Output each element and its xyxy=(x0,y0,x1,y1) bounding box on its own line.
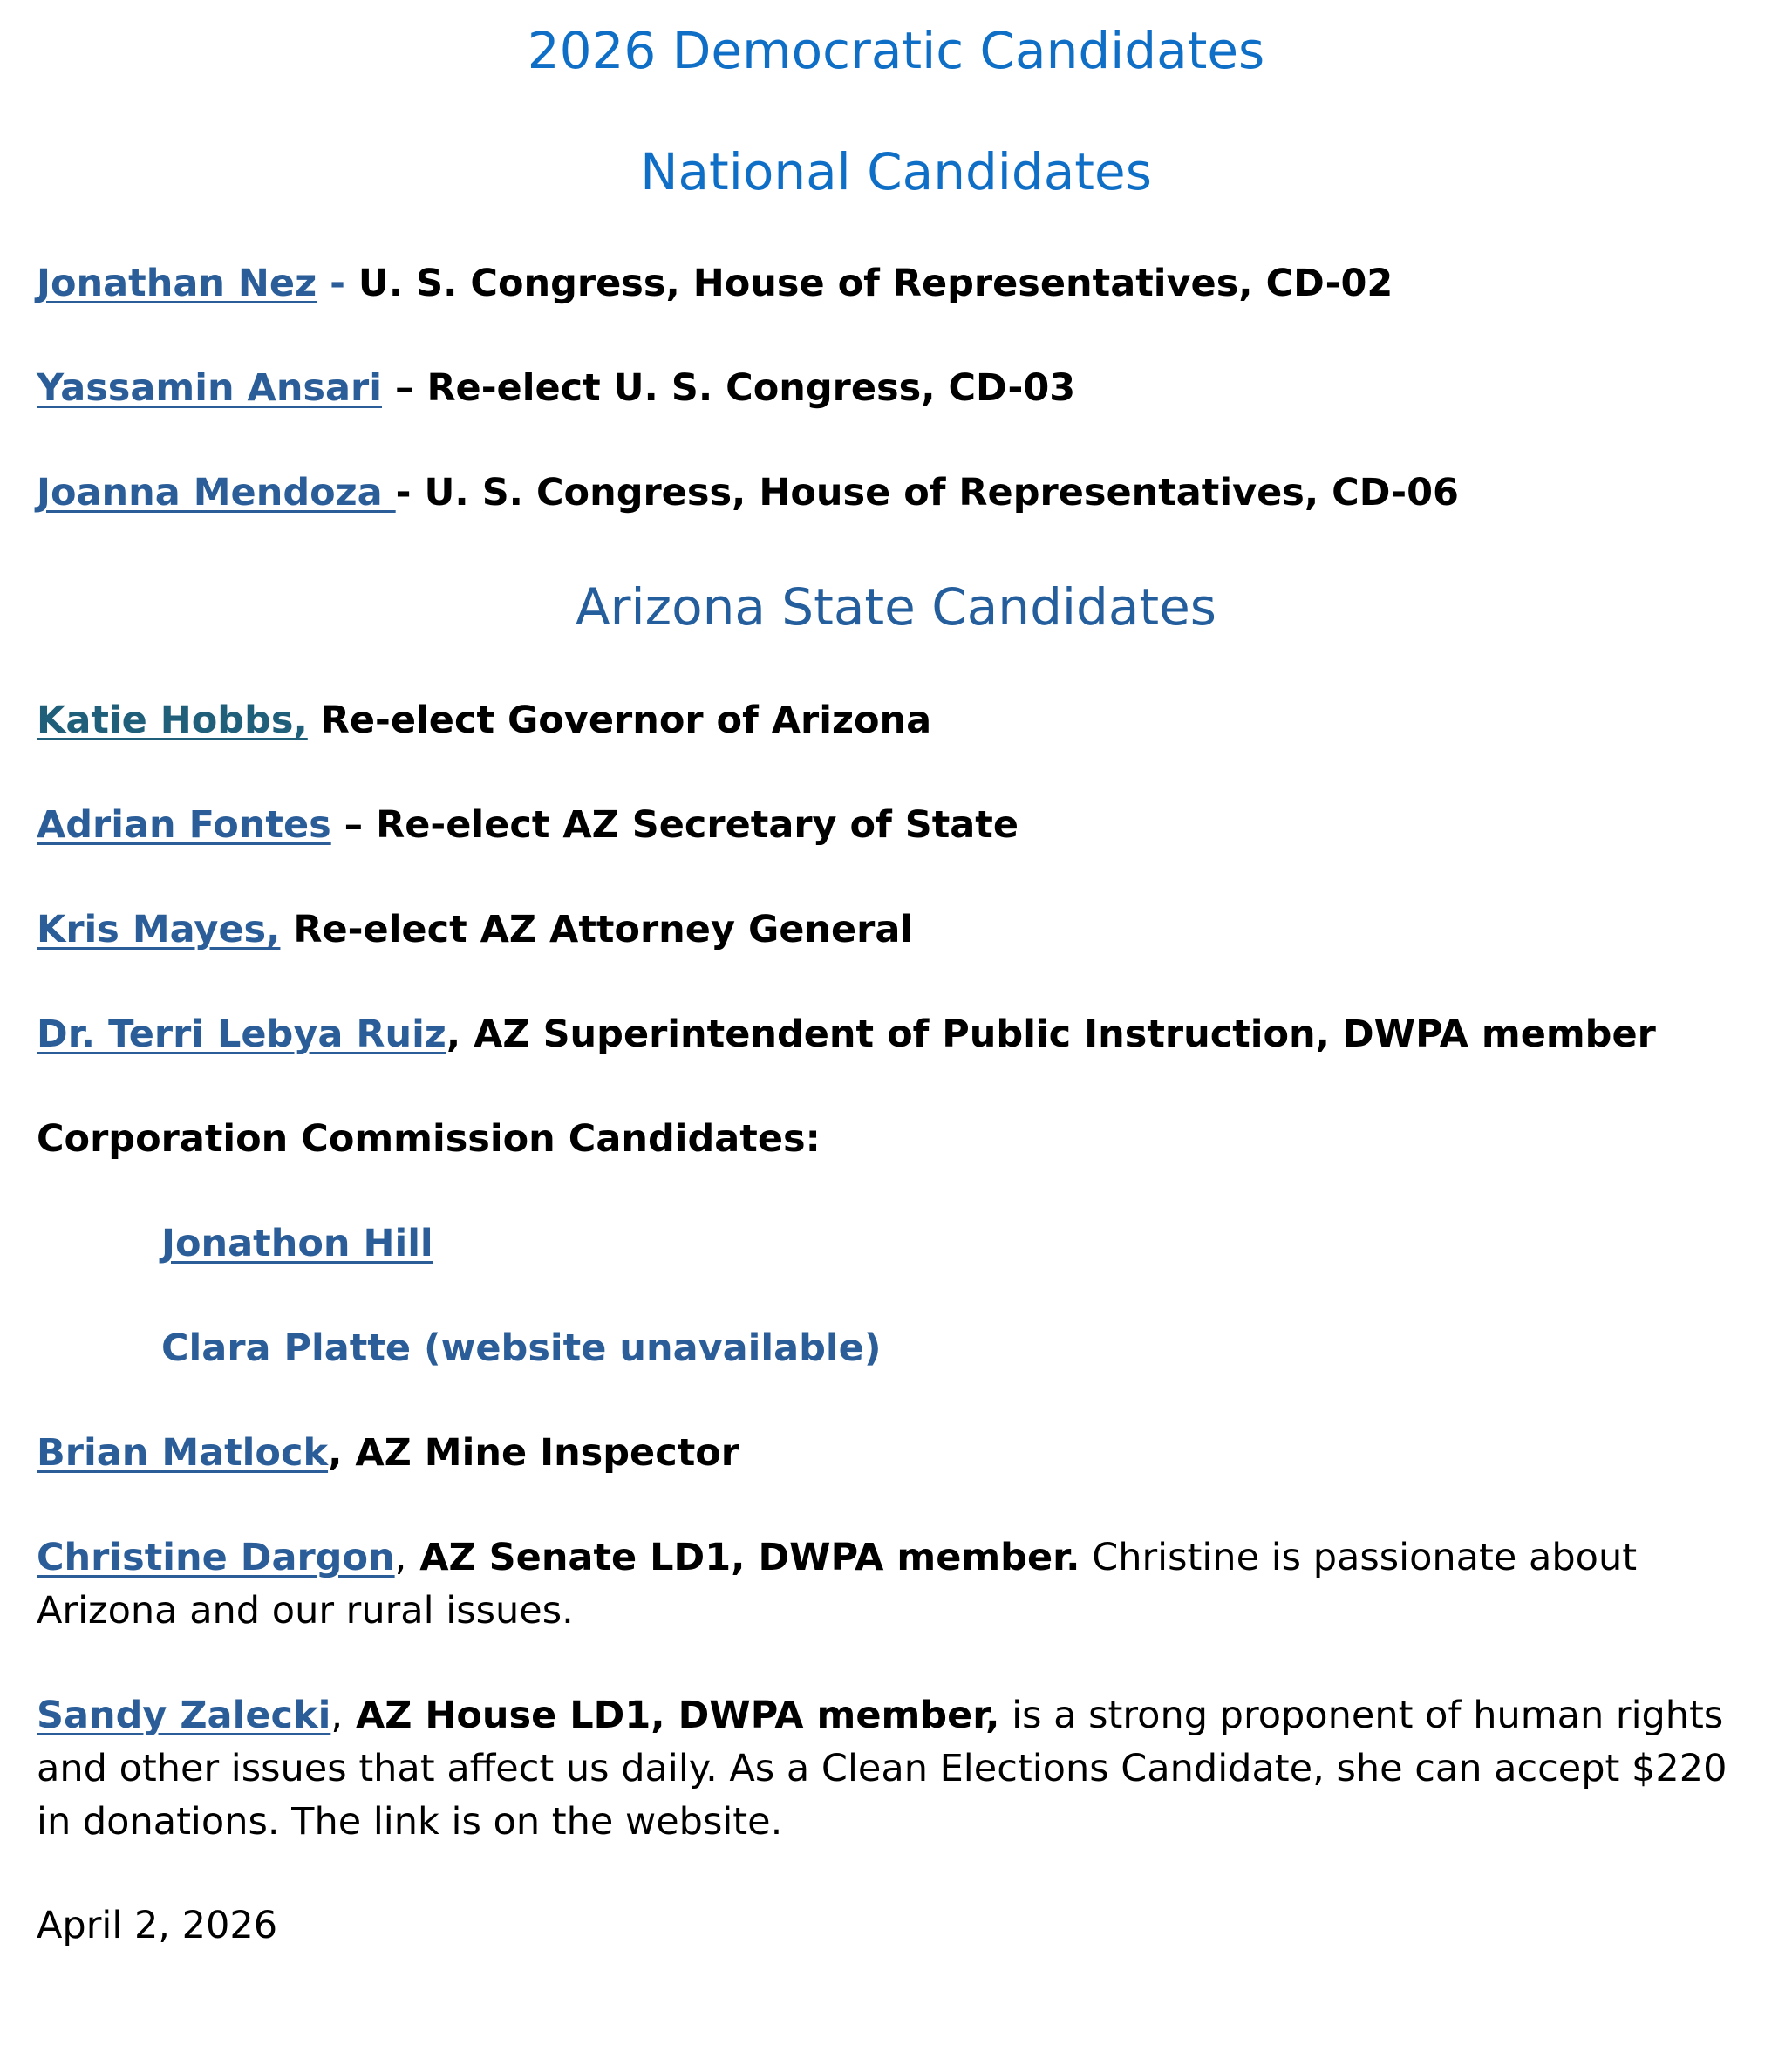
candidate-office: Re-elect Governor of Arizona xyxy=(307,699,932,742)
candidate-link-brian-matlock[interactable]: Brian Matlock xyxy=(37,1431,329,1475)
national-candidates-heading: National Candidates xyxy=(640,142,1152,201)
candidate-entry-ansari xyxy=(37,362,1075,414)
candidate-office: , AZ Superintendent of Public Instruction, DWPA member xyxy=(446,1012,1656,1056)
candidate-link-yassamin-ansari[interactable]: Yassamin Ansari xyxy=(37,366,382,410)
candidate-office: U. S. Congress, House of Representatives, CD-02 xyxy=(358,262,1393,305)
candidate-entry-dargon xyxy=(37,1531,1763,1638)
page-title: 2026 Democratic Candidates xyxy=(527,21,1265,80)
candidate-entry-matlock xyxy=(37,1427,739,1479)
candidate-link-christine-dargon[interactable]: Christine Dargon xyxy=(37,1536,395,1579)
comma: , xyxy=(330,1694,343,1737)
candidate-link-sandy-zalecki[interactable]: Sandy Zalecki xyxy=(37,1694,331,1737)
candidate-link-katie-hobbs[interactable]: Katie Hobbs, xyxy=(37,699,308,742)
separator: - xyxy=(317,262,358,305)
candidate-link-terri-lebya-ruiz[interactable]: Dr. Terri Lebya Ruiz xyxy=(37,1012,446,1056)
candidate-office: – Re-elect AZ Secretary of State xyxy=(330,803,1019,847)
candidate-entry-nez xyxy=(37,257,1393,310)
corporation-candidate-hill xyxy=(161,1217,433,1270)
candidate-entry-hobbs xyxy=(37,694,931,747)
candidate-office: Re-elect AZ Attorney General xyxy=(280,908,914,951)
candidate-entry-zalecki xyxy=(37,1689,1763,1849)
candidate-entry-mendoza xyxy=(37,467,1459,519)
candidate-link-adrian-fontes[interactable]: Adrian Fontes xyxy=(37,803,331,847)
candidate-link-joanna-mendoza[interactable]: Joanna Mendoza xyxy=(37,471,396,515)
candidate-entry-ruiz xyxy=(37,1008,1656,1060)
candidate-entry-mayes xyxy=(37,903,913,956)
candidate-description: Christine is passionate about Arizona and our rural issues. xyxy=(37,1536,1638,1633)
candidate-entry-fontes xyxy=(37,799,1019,851)
candidate-office: , AZ Mine Inspector xyxy=(328,1431,740,1475)
document-date: April 2, 2026 xyxy=(37,1904,278,1947)
candidate-description: is a strong proponent of human rights and other issues that affect us daily. As a Clean Elections Candidate, she can accept $220 in donations. The link is on the website. xyxy=(37,1694,1727,1844)
comma: , xyxy=(394,1536,407,1579)
corporation-candidate-platte: Clara Platte (website unavailable) xyxy=(161,1326,882,1370)
candidate-office: AZ House LD1, DWPA member, xyxy=(342,1694,1000,1737)
candidate-office: – Re-elect U. S. Congress, CD-03 xyxy=(382,366,1076,410)
candidate-link-kris-mayes[interactable]: Kris Mayes, xyxy=(37,908,281,951)
candidate-link-jonathan-nez[interactable]: Jonathan Nez xyxy=(37,262,317,305)
state-candidates-heading: Arizona State Candidates xyxy=(576,577,1216,637)
candidate-office: AZ Senate LD1, DWPA member. xyxy=(406,1536,1080,1579)
candidate-office: - U. S. Congress, House of Representatives, CD-06 xyxy=(395,471,1459,515)
candidate-link-jonathon-hill[interactable]: Jonathon Hill xyxy=(161,1222,433,1265)
corporation-commission-label: Corporation Commission Candidates: xyxy=(37,1117,821,1161)
